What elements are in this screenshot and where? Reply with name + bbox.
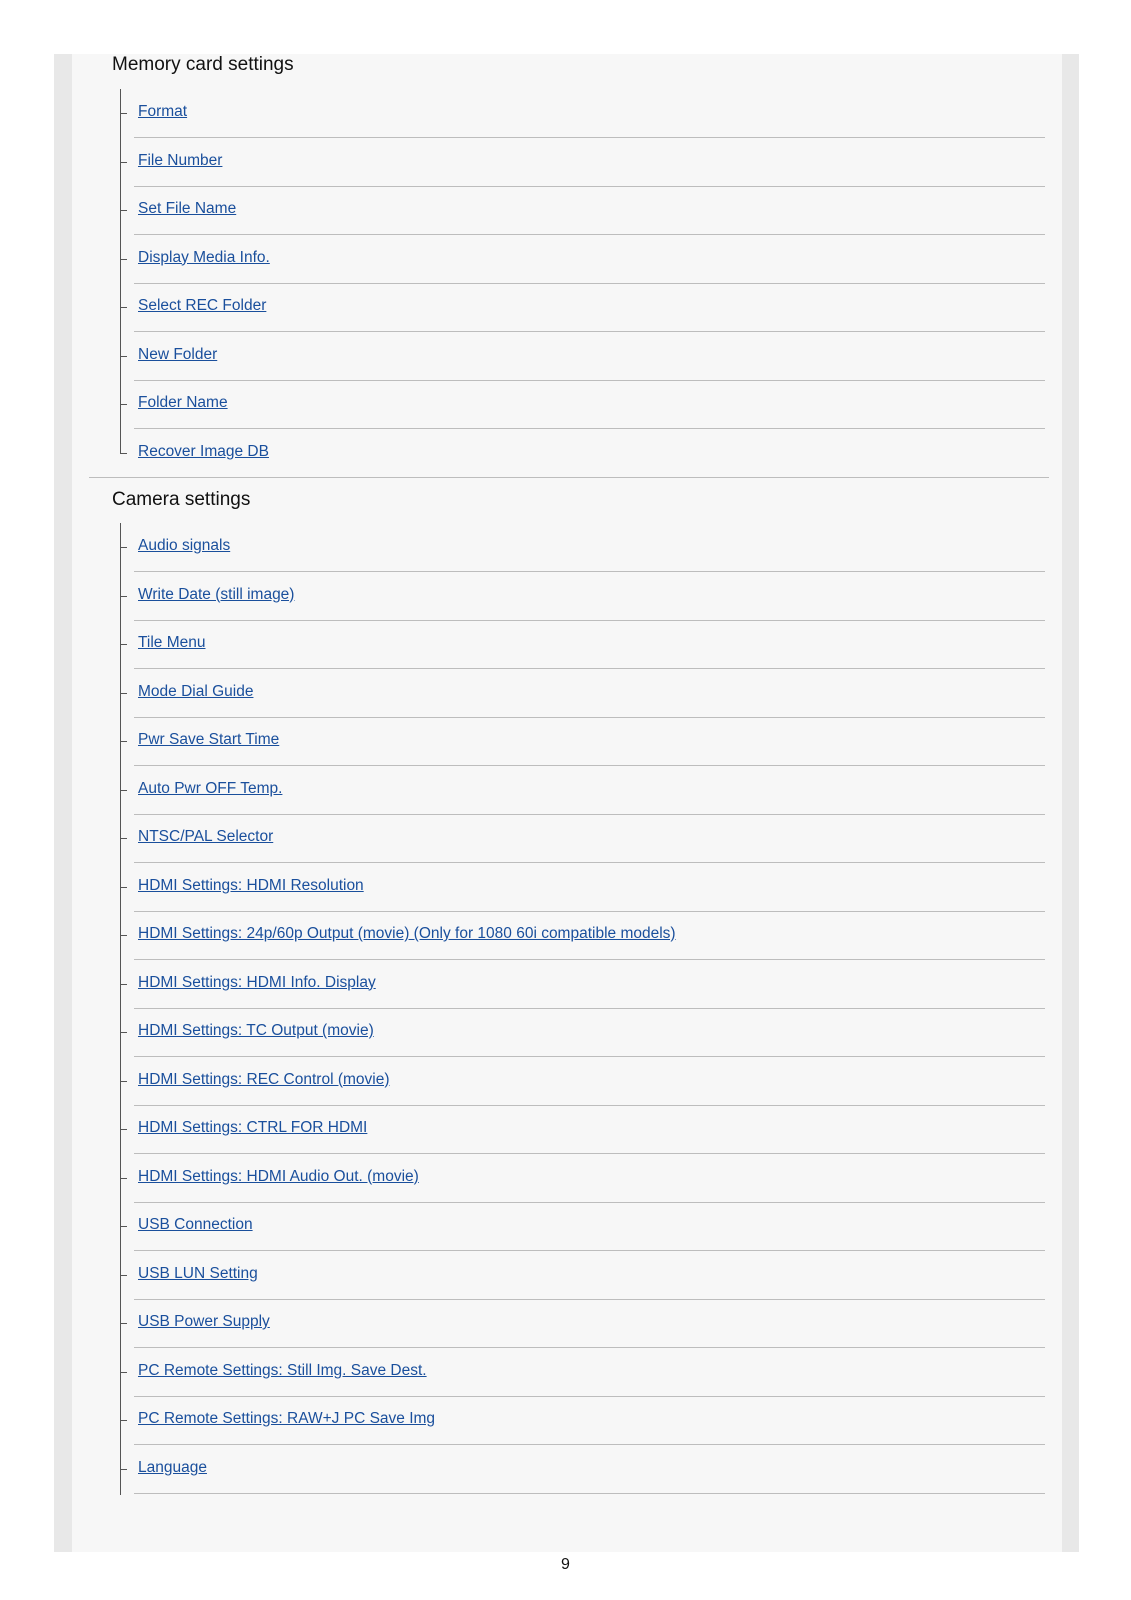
toc-link[interactable]: Auto Pwr OFF Temp. bbox=[138, 779, 283, 797]
toc-item bbox=[120, 1396, 1045, 1445]
tree-connector bbox=[120, 210, 127, 211]
section-title: Camera settings bbox=[112, 489, 251, 510]
toc-item bbox=[120, 766, 1045, 815]
toc-link[interactable]: HDMI Settings: REC Control (movie) bbox=[138, 1070, 390, 1088]
toc-link[interactable]: PC Remote Settings: Still Img. Save Dest. bbox=[138, 1361, 427, 1379]
toc-link[interactable]: HDMI Settings: 24p/60p Output (movie) (Only for 1080 60i compatible models) bbox=[138, 925, 676, 942]
toc-link[interactable]: Format bbox=[138, 103, 188, 120]
tree-connector bbox=[120, 596, 127, 597]
page-number: 9 bbox=[561, 1556, 570, 1573]
toc-item bbox=[120, 1008, 1045, 1057]
toc-item bbox=[120, 1057, 1045, 1106]
tree-connector bbox=[120, 1178, 127, 1179]
toc-link[interactable]: Audio signals bbox=[138, 537, 231, 554]
toc-link[interactable]: USB Power Supply bbox=[138, 1313, 270, 1330]
toc-item bbox=[120, 620, 1045, 669]
toc-link[interactable]: USB Connection bbox=[138, 1216, 253, 1233]
toc-link[interactable]: File Number bbox=[138, 151, 223, 169]
toc-link[interactable]: New Folder bbox=[138, 345, 218, 363]
toc-item bbox=[120, 1445, 1045, 1494]
tree-connector bbox=[120, 644, 127, 645]
tree-connector bbox=[120, 1372, 127, 1373]
toc-item bbox=[120, 89, 1045, 138]
tree-connector bbox=[120, 307, 127, 308]
toc-item bbox=[120, 669, 1045, 718]
toc-item bbox=[120, 1251, 1045, 1300]
tree-connector bbox=[120, 162, 127, 163]
toc-item bbox=[120, 523, 1045, 572]
item-divider bbox=[134, 1493, 1045, 1494]
toc-link[interactable]: HDMI Settings: HDMI Info. Display bbox=[138, 973, 376, 991]
toc-item bbox=[120, 332, 1045, 381]
toc-item bbox=[120, 186, 1045, 235]
toc-item bbox=[120, 717, 1045, 766]
tree-connector bbox=[120, 356, 127, 357]
tree-connector bbox=[120, 984, 127, 985]
toc-link[interactable]: Display Media Info. bbox=[138, 248, 270, 266]
toc-item bbox=[120, 429, 1045, 478]
toc-link[interactable]: Language bbox=[138, 1458, 207, 1476]
tree-connector bbox=[120, 1323, 127, 1324]
toc-link[interactable]: HDMI Settings: TC Output (movie) bbox=[138, 1022, 374, 1039]
tree-connector bbox=[120, 790, 127, 791]
toc-link[interactable]: HDMI Settings: CTRL FOR HDMI bbox=[138, 1119, 368, 1136]
toc-item bbox=[120, 911, 1045, 960]
tree-connector bbox=[120, 1032, 127, 1033]
toc-item bbox=[120, 1299, 1045, 1348]
tree-connector bbox=[120, 838, 127, 839]
tree-connector bbox=[120, 1081, 127, 1082]
toc-link[interactable]: Write Date (still image) bbox=[138, 585, 295, 603]
toc-link[interactable]: NTSC/PAL Selector bbox=[138, 828, 274, 845]
tree-connector bbox=[120, 935, 127, 936]
toc-item bbox=[120, 572, 1045, 621]
toc-item bbox=[120, 138, 1045, 187]
section-divider bbox=[89, 477, 1049, 478]
toc-item bbox=[120, 863, 1045, 912]
tree-connector bbox=[120, 1129, 127, 1130]
toc-item bbox=[120, 1348, 1045, 1397]
tree-connector bbox=[120, 547, 127, 548]
tree-connector bbox=[120, 259, 127, 260]
tree-connector bbox=[120, 453, 127, 454]
toc-item bbox=[120, 814, 1045, 863]
toc-item bbox=[120, 1202, 1045, 1251]
toc-link[interactable]: HDMI Settings: HDMI Audio Out. (movie) bbox=[138, 1167, 419, 1185]
tree-connector bbox=[120, 887, 127, 888]
toc-item bbox=[120, 1154, 1045, 1203]
toc-link[interactable]: HDMI Settings: HDMI Resolution bbox=[138, 876, 364, 894]
toc-link[interactable]: Select REC Folder bbox=[138, 297, 267, 314]
toc-item bbox=[120, 235, 1045, 284]
toc-link[interactable]: Pwr Save Start Time bbox=[138, 731, 280, 748]
tree-connector bbox=[120, 741, 127, 742]
tree-connector bbox=[120, 1420, 127, 1421]
tree-connector bbox=[120, 404, 127, 405]
toc-item bbox=[120, 283, 1045, 332]
toc-item bbox=[120, 1105, 1045, 1154]
toc-link[interactable]: USB LUN Setting bbox=[138, 1264, 258, 1282]
tree-connector bbox=[120, 693, 127, 694]
toc-link[interactable]: Set File Name bbox=[138, 200, 237, 217]
tree-connector bbox=[120, 1275, 127, 1276]
toc-item bbox=[120, 380, 1045, 429]
toc-link[interactable]: Recover Image DB bbox=[138, 442, 269, 460]
section-title: Memory card settings bbox=[112, 54, 294, 75]
tree-connector bbox=[120, 113, 127, 114]
tree-connector bbox=[120, 1226, 127, 1227]
tree-connector bbox=[120, 1469, 127, 1470]
toc-link[interactable]: Tile Menu bbox=[138, 634, 206, 651]
toc-link[interactable]: Folder Name bbox=[138, 394, 228, 411]
toc-link[interactable]: Mode Dial Guide bbox=[138, 682, 254, 700]
toc-link[interactable]: PC Remote Settings: RAW+J PC Save Img bbox=[138, 1410, 436, 1427]
toc-item bbox=[120, 960, 1045, 1009]
